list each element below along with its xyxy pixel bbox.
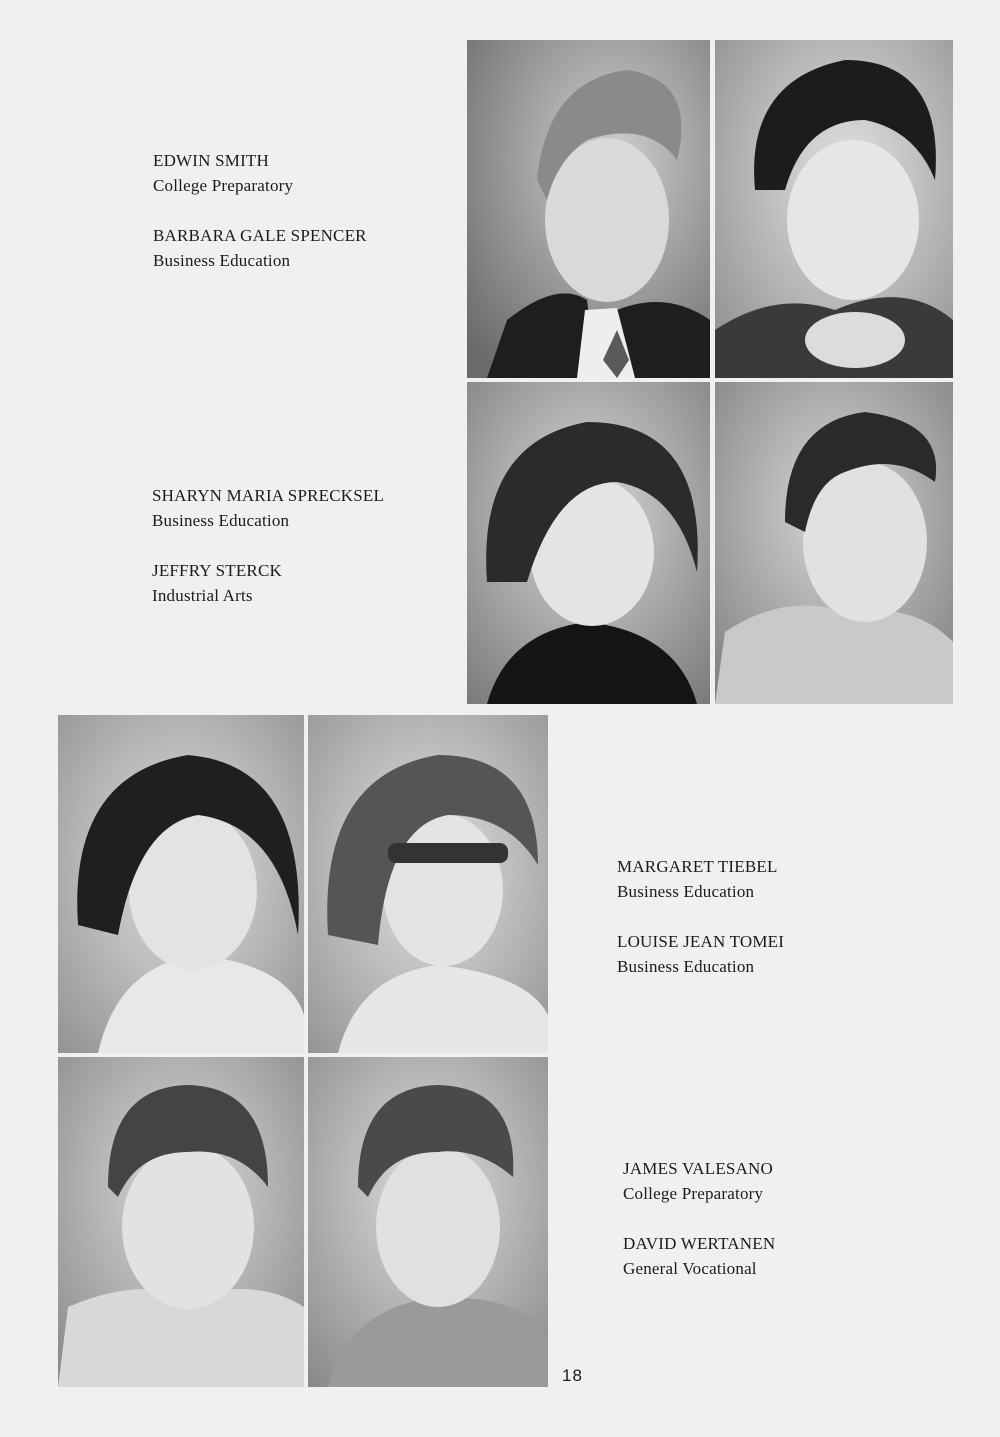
caption-group-3 bbox=[617, 854, 784, 979]
portrait-photo bbox=[715, 40, 953, 378]
student-program: Business Education bbox=[617, 882, 755, 901]
portrait-photo bbox=[467, 40, 710, 378]
student-program: Business Education bbox=[152, 511, 290, 530]
caption-group-4 bbox=[623, 1156, 775, 1281]
student-name: DAVID WERTANEN bbox=[623, 1234, 776, 1253]
portrait-photo bbox=[715, 382, 953, 704]
student-name: SHARYN MARIA SPRECKSEL bbox=[152, 486, 385, 505]
student-name: LOUISE JEAN TOMEI bbox=[617, 932, 785, 951]
student-name: JAMES VALESANO bbox=[623, 1159, 774, 1178]
student-name: MARGARET TIEBEL bbox=[617, 857, 778, 876]
student-name: EDWIN SMITH bbox=[153, 151, 269, 170]
student-program: Industrial Arts bbox=[152, 586, 253, 605]
student-program: Business Education bbox=[153, 251, 291, 270]
caption-group-1 bbox=[153, 148, 367, 273]
portrait-photo bbox=[308, 1057, 548, 1387]
portrait-photo bbox=[58, 715, 304, 1053]
student-program: College Preparatory bbox=[153, 176, 294, 195]
portrait-photo bbox=[58, 1057, 304, 1387]
portrait-photo bbox=[467, 382, 710, 704]
student-name: JEFFRY STERCK bbox=[152, 561, 282, 580]
portrait-photo bbox=[308, 715, 548, 1053]
caption-group-2 bbox=[152, 483, 384, 608]
student-program: College Preparatory bbox=[623, 1184, 764, 1203]
student-name: BARBARA GALE SPENCER bbox=[153, 226, 367, 245]
student-program: Business Education bbox=[617, 957, 755, 976]
page-number: 18 bbox=[562, 1366, 583, 1385]
student-program: General Vocational bbox=[623, 1259, 757, 1278]
